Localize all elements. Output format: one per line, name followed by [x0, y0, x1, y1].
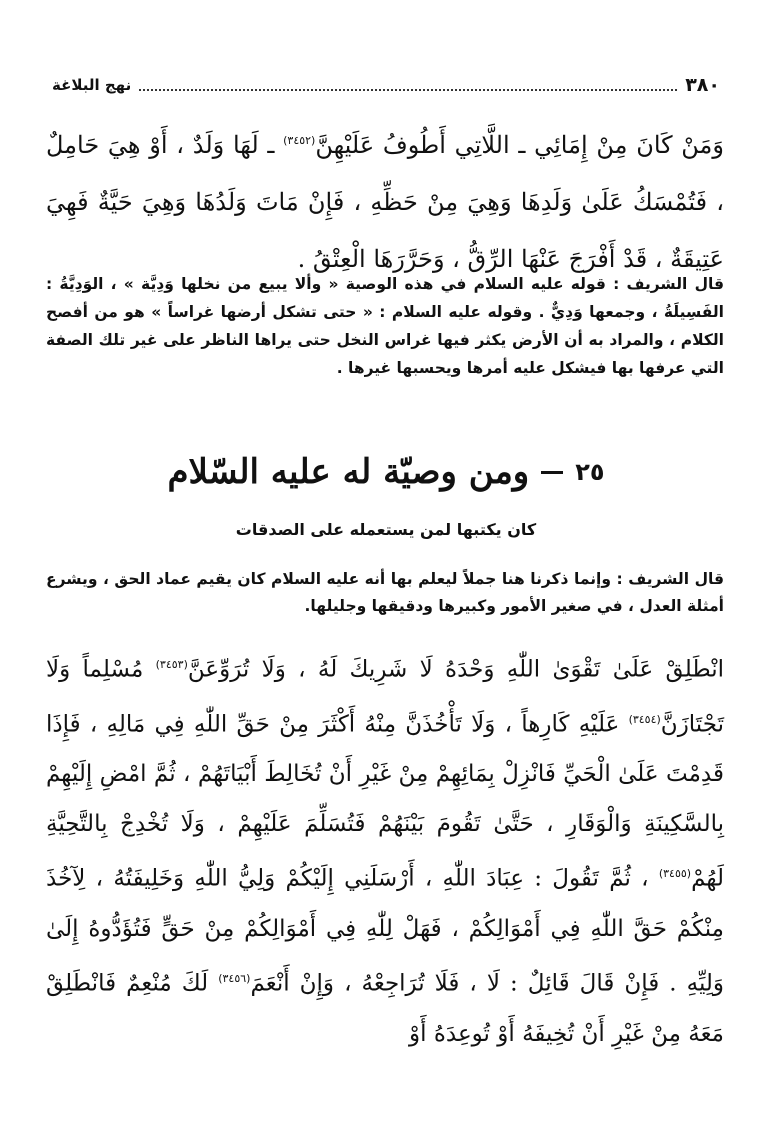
paragraph-2-text-d: ، ثُمَّ تَقُولَ : عِبَادَ اللّٰهِ ، أَرْسَلَنِي إِلَيْكُمْ وَلِيُّ اللّٰهِ وَخَلِيفَتُهُ ، لِآخُذَ مِنْكُمْ حَقَّ اللّٰهِ فِي أَمْوَالِكُمْ ، فَهَلْ لِلّٰهِ فِي أَمْوَالِكُمْ مِنْ حَقٍّ فَتُؤَدُّوهُ إِلَىٰ وَلِيِّهِ . فَإِنْ قَالَ قَائِلٌ : لَا ، فَلَا تُرَاجِعْهُ ، وَإِنْ أَنْعَمَ [46, 865, 724, 997]
commentary-paragraph-1 [46, 270, 724, 382]
commentary-1-text: قال الشريف : قوله عليه السلام في هذه الوصية « وألا يبيع من نخلها وَدِيَّة » ، الوَدِيَّةُ : الفَسِيلَةُ ، وجمعها وَدِيٌّ . وقوله عليه السلام : « حتى تشكل أرضها غراساً » هو من أفصح الكلام ، والمراد به أن الأرض يكثر فيها غراس النخل حتى يراها الناظر على غير تلك الصفة التي عرفها بها فيشكل عليه أمرها ويحسبها غيرها . [46, 275, 724, 377]
footnote-marker[interactable]: (٣٤٥٣) [155, 658, 188, 671]
section-heading [0, 452, 772, 492]
footnote-marker[interactable]: (٣٤٥٥) [658, 867, 692, 881]
paragraph-2-text-a: انْطَلِقْ عَلَىٰ تَقْوَىٰ اللّٰهِ وَحْدَهُ لَا شَرِيكَ لَهُ ، وَلَا تُرَوِّعَنَّ [187, 656, 724, 683]
commentary-paragraph-2 [46, 566, 724, 620]
footnote-marker[interactable]: (٣٤٥٢) [283, 134, 316, 147]
footnote-marker[interactable]: (٣٤٥٦) [218, 971, 251, 985]
page-number: ٣٨٠ [685, 74, 720, 96]
main-text-paragraph-1 [46, 112, 724, 288]
section-subtitle: كان يكتبها لمن يستعمله على الصدقات [235, 520, 537, 539]
commentary-2-text: قال الشريف : وإنما ذكرنا هنا جملاً ليعلم بها أنه عليه السلام كان يقيم عماد الحق ، ويشرع أمثلة العدل ، في صغير الأمور وكبيرها ودقيقها وجليلها. [46, 570, 724, 615]
header-dotted-rule [139, 89, 677, 91]
footnote-marker[interactable]: (٣٤٥٤) [628, 712, 661, 726]
book-title: نهج البلاغة [52, 76, 132, 94]
heading-dash [541, 471, 563, 474]
running-header [52, 70, 720, 96]
paragraph-1-text-a: وَمَنْ كَانَ مِنْ إِمَائِي ـ اللَّاتِي أَطُوفُ عَلَيْهِنَّ [315, 131, 725, 159]
paragraph-2-text-b: مُسْلِماً وَلَا تَجْتَازَنَّ [46, 656, 724, 738]
section-number: ٢٥ [575, 458, 605, 486]
paragraph-2-text-e: لَكَ مُنْعِمٌ فَانْطَلِقْ مَعَهُ مِنْ غَيْرِ أَنْ تُخِيفَهُ أَوْ تُوعِدَهُ أَوْ [46, 970, 724, 1047]
paragraph-1-text-b: ـ لَهَا وَلَدٌ ، أَوْ هِيَ حَامِلٌ ، فَتُمْسَكُ عَلَىٰ وَلَدِهَا وَهِيَ مِنْ حَظِّهِ ، فَإِنْ مَاتَ وَلَدُهَا وَهِيَ حَيَّةٌ فَهِيَ عَتِيقَةٌ ، قَدْ أَفْرَجَ عَنْهَا الرِّقُّ ، وَحَرَّرَهَا الْعِتْقُ . [46, 131, 724, 273]
main-text-paragraph-2 [46, 640, 724, 1059]
paragraph-2-text-c: عَلَيْهِ كَارِهاً ، وَلَا تَأْخُذَنَّ مِنْهُ أَكْثَرَ مِنْ حَقِّ اللّٰهِ فِي مَالِهِ ، فَإِذَا قَدِمْتَ عَلَىٰ الْحَيِّ فَانْزِلْ بِمَائِهِمْ مِنْ غَيْرِ أَنْ تُخَالِطَ أَبْيَاتَهُمْ ، ثُمَّ امْضِ إِلَيْهِمْ بِالسَّكِينَةِ وَالْوَقَارِ ، حَتَّىٰ تَقُومَ بَيْنَهُمْ فَتُسَلِّمَ عَلَيْهِمْ ، وَلَا تُخْدِجْ بِالتَّحِيَّةِ لَهُمْ [46, 711, 724, 892]
section-title: ومن وصيّة له عليه السّلام [167, 452, 530, 492]
